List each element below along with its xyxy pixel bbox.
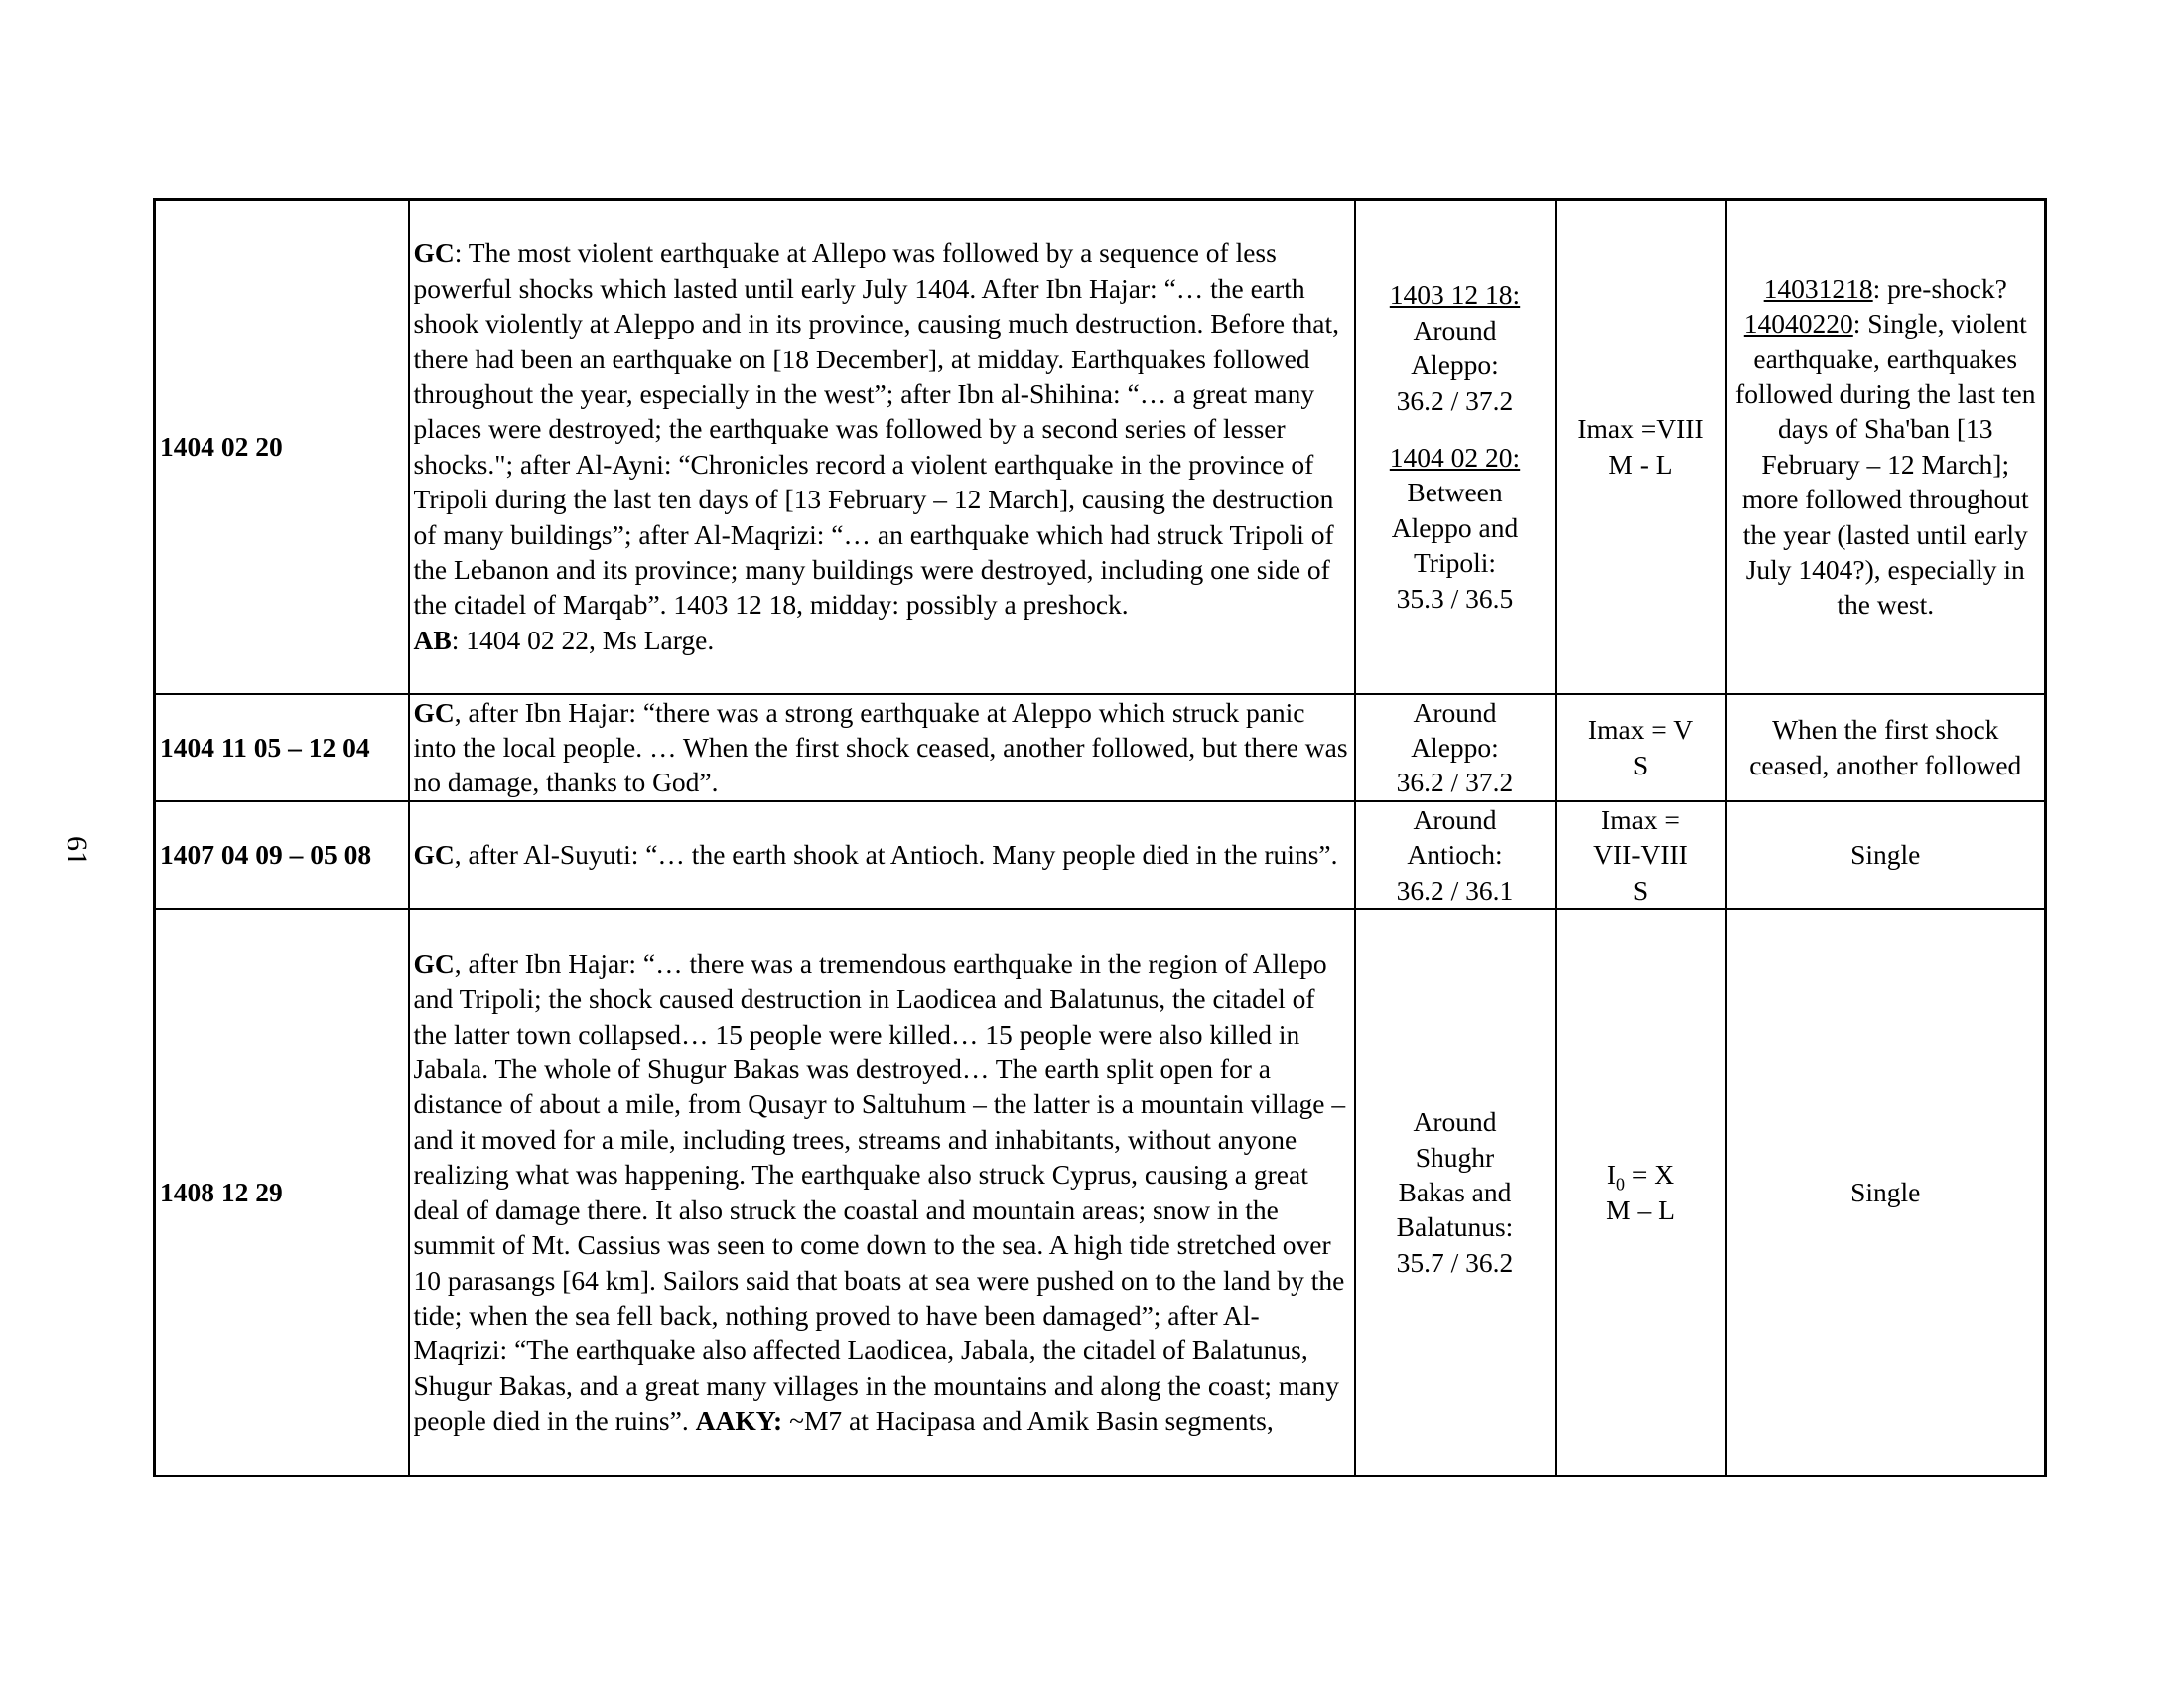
source-label: GC (413, 947, 455, 979)
event-description (409, 200, 1355, 694)
location-date: 1404 02 20: (1389, 442, 1521, 474)
location-coordinates: 36.2 / 37.2 (1396, 384, 1514, 416)
notes-text: : pre-shock? (1872, 272, 2007, 304)
event-intensity (1556, 801, 1726, 909)
event-location (1355, 909, 1556, 1477)
magnitude-class: M - L (1608, 448, 1673, 480)
table-row (155, 200, 2046, 694)
description-text: , after Ibn Hajar: “… there was a tremendous earthquake in the region of Allepo and Tripoli; the shock caused destruction in Laodicea and Balatunus, the citadel of the latter town collapsed… 15 people were killed… 15 people were also killed in Jabala. The whole of Shugur Bakas was destroyed… The earth split open for a distance of about a mile, from Qusayr to Saltuhum – the latter is a mountain village – and it moved for a mile, including trees, streams and inhabitants, without anyone realizing what was happening. The earthquake also struck Cyprus, causing a great deal of damage there. It also struck the coastal and mountain areas; snow in the summit of Mt. Cassius was seen to come down to the sea. A high tide stretched over 10 parasangs [64 km]. Sailors said that boats at sea were pushed on to the land by the tide; when the sea fell back, nothing proved to have been damaged”; after Al-Maqrizi: “The earthquake also affected Laodicea, Jabala, the citadel of Balatunus, Shugur Bakas, and a great many villages in the mountains and along the coast; many people died in the ruins”. (413, 947, 1346, 1437)
location-line: Antioch: (1407, 839, 1503, 871)
description-text: , after Al-Suyuti: “… the earth shook at Antioch. Many people died in the ruins”. (454, 839, 1338, 871)
intensity-value: VII-VIII (1593, 839, 1688, 871)
location-line: Tripoli: (1413, 547, 1497, 579)
page-number: 61 (61, 836, 93, 866)
notes-ref: 14031218 (1763, 272, 1873, 304)
magnitude-class: S (1632, 874, 1649, 906)
location-line: Shughr (1415, 1141, 1495, 1173)
event-location (1355, 694, 1556, 801)
event-description (409, 909, 1355, 1477)
description-text: ~M7 at Hacipasa and Amik Basin segments, (782, 1405, 1274, 1437)
notes-ref: 14040220 (1743, 308, 1853, 340)
location-line: Aleppo: (1411, 350, 1499, 381)
event-intensity (1556, 694, 1726, 801)
event-description (409, 801, 1355, 909)
event-date: 1404 02 20 (155, 200, 409, 694)
event-location (1355, 801, 1556, 909)
location-coordinates: 36.2 / 36.1 (1396, 874, 1514, 906)
description-text: : 1404 02 22, Ms Large. (451, 624, 715, 655)
intensity-value: Imax = (1601, 803, 1680, 835)
earthquake-catalog-table (153, 198, 2047, 1477)
event-notes (1726, 200, 2046, 694)
event-description (409, 694, 1355, 801)
event-notes: When the first shock ceased, another followed (1726, 694, 2046, 801)
location-line: Around (1413, 1106, 1497, 1138)
location-line: Around (1413, 314, 1497, 346)
location-coordinates: 36.2 / 37.2 (1396, 767, 1514, 798)
source-label: GC (413, 237, 455, 269)
location-date: 1403 12 18: (1389, 279, 1521, 311)
location-coordinates: 35.7 / 36.2 (1396, 1246, 1514, 1278)
magnitude-class: S (1632, 749, 1649, 780)
event-intensity (1556, 909, 1726, 1477)
source-label: GC (413, 839, 455, 871)
intensity-value: Imax = V (1587, 714, 1694, 746)
source-label: AAKY: (695, 1405, 783, 1437)
table-row (155, 909, 2046, 1477)
location-line: Around (1413, 803, 1497, 835)
event-notes: Single (1726, 801, 2046, 909)
intensity-subscript: 0 (1616, 1174, 1626, 1195)
location-line: Bakas and (1398, 1176, 1512, 1207)
location-line: Aleppo and (1391, 511, 1519, 543)
intensity-value (1561, 1157, 1721, 1195)
location-line: Between (1407, 477, 1503, 508)
intensity-symbol: I (1606, 1159, 1617, 1191)
event-date: 1407 04 09 – 05 08 (155, 801, 409, 909)
source-label: AB (413, 624, 452, 655)
intensity-number: = X (1625, 1159, 1675, 1191)
event-date: 1404 11 05 – 12 04 (155, 694, 409, 801)
location-line: Balatunus: (1396, 1211, 1514, 1243)
table-row (155, 801, 2046, 909)
notes-text: : Single, violent earthquake, earthquakes followed during the last ten days of Sha'ban [13 February – 12 March]; more followed throughout the year (lasted until early July 1404?), especially in the west. (1735, 308, 2036, 621)
description-text: : The most violent earthquake at Allepo was followed by a sequence of less powerful shocks which lasted until early July 1404. After Ibn Hajar: “… the earth shook violently at Aleppo and in its province, causing much destruction. Before that, there had been an earthquake on [18 December], at midday. Earthquakes followed throughout the year, especially in the west”; after Ibn al-Shihina: “… a great many places were destroyed; the earthquake was followed by a second series of lesser shocks."; after Al-Ayni: “Chronicles record a violent earthquake in the province of Tripoli during the last ten days of [13 February – 12 March], causing the destruction of many buildings”; after Al-Maqrizi: “… an earthquake which had struck Tripoli of the Lebanon and its province; many buildings were destroyed, including one side of the citadel of Marqab”. 1403 12 18, midday: possibly a preshock. (413, 237, 1340, 621)
location-coordinates: 35.3 / 36.5 (1396, 582, 1514, 614)
description-text: , after Ibn Hajar: “there was a strong earthquake at Aleppo which struck panic into the local people. … When the first shock ceased, another followed, but there was no damage, thanks to God”. (413, 696, 1348, 798)
event-notes: Single (1726, 909, 2046, 1477)
table-row (155, 694, 2046, 801)
event-date: 1408 12 29 (155, 909, 409, 1477)
location-line: Aleppo: (1411, 731, 1499, 763)
magnitude-class: M – L (1606, 1194, 1675, 1225)
event-intensity (1556, 200, 1726, 694)
event-location (1355, 200, 1556, 694)
location-line: Around (1413, 696, 1497, 728)
intensity-value: Imax =VIII (1577, 413, 1704, 445)
source-label: GC (413, 696, 455, 728)
